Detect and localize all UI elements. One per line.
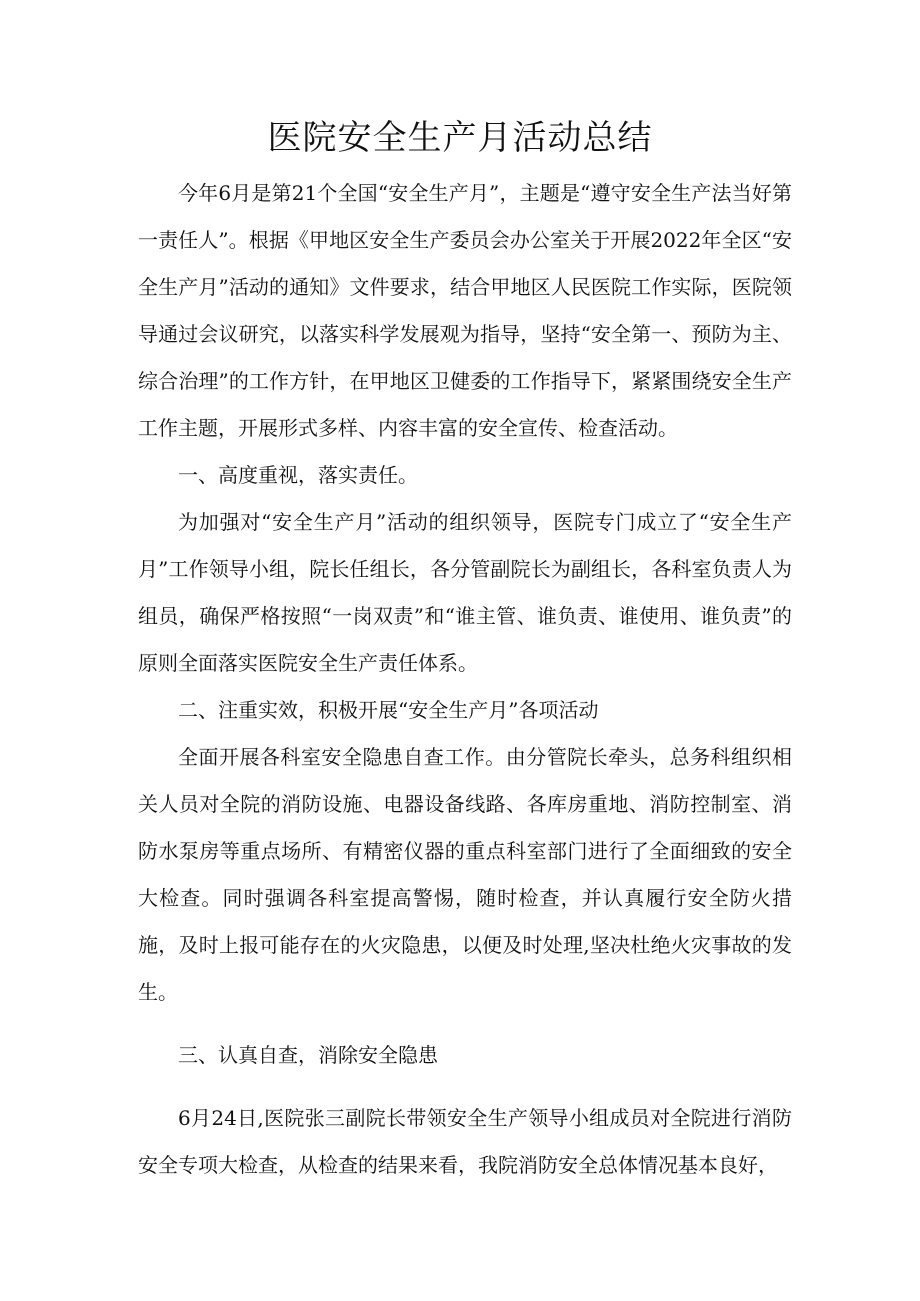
section-3-heading: 三、认真自查，消除安全隐患 <box>178 1043 438 1067</box>
section-1-paragraph: 为加强对“安全生产月”活动的组织领导，医院专门成立了“安全生产月”工作领导小组，院长任组长，各分管副院长为副组长，各科室负责人为组员，确保严格按照“一岗双责”和“谁主管、谁负责、谁使用、谁负责”的原则全面落实医院安全生产责任体系。 <box>138 510 792 675</box>
section-2-paragraph: 全面开展各科室安全隐患自查工作。由分管院长牵头，总务科组织相关人员对全院的消防设施、电器设备线路、各库房重地、消防控制室、消防水泵房等重点场所、有精密仪器的重点科室部门进行了全面细致的安全大检查。同时强调各科室提高警惕，随时检查，并认真履行安全防火措施，及时上报可能存在的火灾隐患，以便及时处理,坚决杜绝火灾事故的发生。 <box>138 745 792 1004</box>
section-3-paragraph: 6月24日,医院张三副院长带领安全生产领导小组成员对全院进行消防安全专项大检查，从检查的结果来看，我院消防安全总体情况基本良好， <box>138 1106 792 1177</box>
section-2-heading: 二、注重实效，积极开展“安全生产月”各项活动 <box>178 698 599 722</box>
spacer <box>138 1079 792 1095</box>
document-body <box>138 170 792 1189</box>
spacer <box>138 1016 792 1032</box>
intro-paragraph: 今年6月是第21个全国“安全生产月”，主题是“遵守安全生产法当好第一责任人”。根据《甲地区安全生产委员会办公室关于开展2022年全区“安全生产月”活动的通知》文件要求，结合甲地区人民医院工作实际，医院领导通过会议研究，以落实科学发展观为指导，坚持“安全第一、预防为主、综合治理”的工作方针，在甲地区卫健委的工作指导下，紧紧围绕安全生产工作主题，开展形式多样、内容丰富的安全宣传、检查活动。 <box>138 181 792 440</box>
section-1-heading: 一、高度重视，落实责任。 <box>178 463 418 487</box>
document-title: 医院安全生产月活动总结 <box>267 118 653 158</box>
